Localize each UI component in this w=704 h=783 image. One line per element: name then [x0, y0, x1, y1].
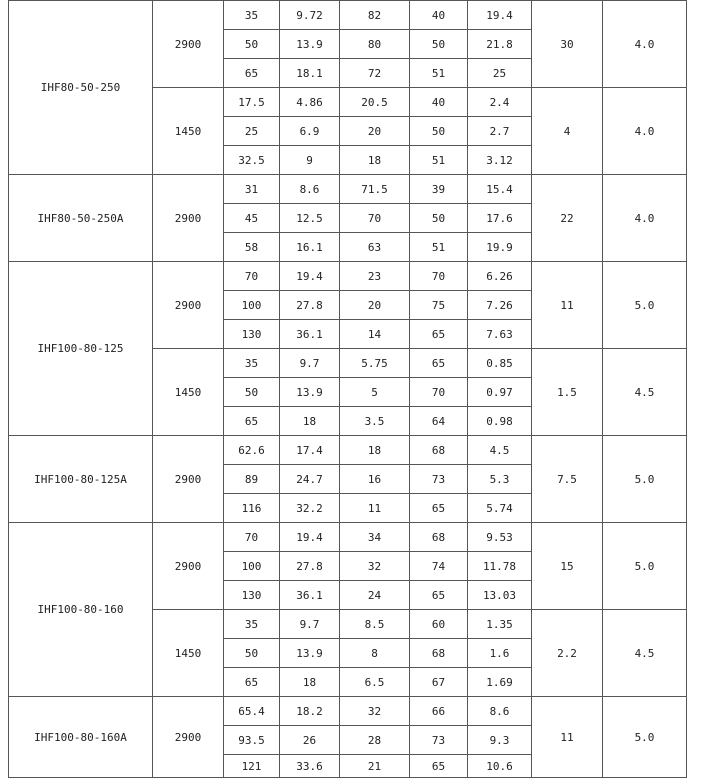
table-row [9, 697, 687, 726]
power-cell: 15.4 [468, 175, 532, 204]
head-cell: 18 [340, 146, 410, 175]
power-cell: 1.6 [468, 639, 532, 668]
flow-m3h-cell: 35 [224, 1, 280, 30]
efficiency-cell: 40 [410, 1, 468, 30]
efficiency-cell: 64 [410, 407, 468, 436]
flow-ls-cell: 9.7 [280, 349, 340, 378]
head-cell: 32 [340, 552, 410, 581]
efficiency-cell: 51 [410, 233, 468, 262]
efficiency-cell: 65 [410, 320, 468, 349]
efficiency-cell: 73 [410, 726, 468, 755]
table-row [9, 436, 687, 465]
weight-cell: 5.0 [603, 697, 687, 778]
power-cell: 21.8 [468, 30, 532, 59]
speed-cell: 1450 [153, 88, 224, 175]
head-cell: 18 [340, 436, 410, 465]
flow-m3h-cell: 65 [224, 668, 280, 697]
flow-ls-cell: 9 [280, 146, 340, 175]
flow-ls-cell: 16.1 [280, 233, 340, 262]
head-cell: 71.5 [340, 175, 410, 204]
flow-m3h-cell: 35 [224, 349, 280, 378]
efficiency-cell: 65 [410, 581, 468, 610]
flow-ls-cell: 32.2 [280, 494, 340, 523]
flow-m3h-cell: 70 [224, 262, 280, 291]
efficiency-cell: 73 [410, 465, 468, 494]
head-cell: 8 [340, 639, 410, 668]
speed-cell: 2900 [153, 175, 224, 262]
head-cell: 5 [340, 378, 410, 407]
weight-cell: 4.0 [603, 1, 687, 88]
efficiency-cell: 50 [410, 117, 468, 146]
efficiency-cell: 68 [410, 523, 468, 552]
flow-ls-cell: 27.8 [280, 291, 340, 320]
npsh-cell: 2.2 [532, 610, 603, 697]
efficiency-cell: 60 [410, 610, 468, 639]
npsh-cell: 11 [532, 697, 603, 778]
weight-cell: 4.0 [603, 175, 687, 262]
flow-ls-cell: 18 [280, 668, 340, 697]
efficiency-cell: 50 [410, 30, 468, 59]
power-cell: 1.35 [468, 610, 532, 639]
power-cell: 0.97 [468, 378, 532, 407]
efficiency-cell: 68 [410, 436, 468, 465]
flow-ls-cell: 6.9 [280, 117, 340, 146]
npsh-cell: 4 [532, 88, 603, 175]
power-cell: 4.5 [468, 436, 532, 465]
efficiency-cell: 66 [410, 697, 468, 726]
flow-m3h-cell: 35 [224, 610, 280, 639]
flow-m3h-cell: 62.6 [224, 436, 280, 465]
head-cell: 11 [340, 494, 410, 523]
speed-cell: 2900 [153, 697, 224, 778]
efficiency-cell: 51 [410, 146, 468, 175]
flow-m3h-cell: 121 [224, 755, 280, 778]
flow-ls-cell: 18.2 [280, 697, 340, 726]
speed-cell: 2900 [153, 436, 224, 523]
flow-ls-cell: 18.1 [280, 59, 340, 88]
flow-ls-cell: 36.1 [280, 320, 340, 349]
power-cell: 13.03 [468, 581, 532, 610]
weight-cell: 4.5 [603, 349, 687, 436]
flow-ls-cell: 13.9 [280, 30, 340, 59]
head-cell: 70 [340, 204, 410, 233]
efficiency-cell: 51 [410, 59, 468, 88]
flow-m3h-cell: 25 [224, 117, 280, 146]
efficiency-cell: 68 [410, 639, 468, 668]
flow-m3h-cell: 58 [224, 233, 280, 262]
flow-ls-cell: 9.7 [280, 610, 340, 639]
flow-m3h-cell: 93.5 [224, 726, 280, 755]
flow-m3h-cell: 65.4 [224, 697, 280, 726]
table-row [9, 523, 687, 552]
power-cell: 17.6 [468, 204, 532, 233]
head-cell: 14 [340, 320, 410, 349]
npsh-cell: 15 [532, 523, 603, 610]
power-cell: 9.53 [468, 523, 532, 552]
flow-m3h-cell: 65 [224, 407, 280, 436]
model-cell: IHF100-80-160 [9, 523, 153, 697]
power-cell: 8.6 [468, 697, 532, 726]
efficiency-cell: 70 [410, 262, 468, 291]
power-cell: 19.4 [468, 1, 532, 30]
flow-m3h-cell: 130 [224, 320, 280, 349]
model-cell: IHF80-50-250A [9, 175, 153, 262]
table-row [9, 262, 687, 291]
power-cell: 0.85 [468, 349, 532, 378]
head-cell: 32 [340, 697, 410, 726]
weight-cell: 5.0 [603, 436, 687, 523]
flow-ls-cell: 36.1 [280, 581, 340, 610]
weight-cell: 5.0 [603, 523, 687, 610]
power-cell: 0.98 [468, 407, 532, 436]
efficiency-cell: 75 [410, 291, 468, 320]
efficiency-cell: 65 [410, 349, 468, 378]
efficiency-cell: 65 [410, 755, 468, 778]
flow-m3h-cell: 70 [224, 523, 280, 552]
head-cell: 5.75 [340, 349, 410, 378]
efficiency-cell: 70 [410, 378, 468, 407]
head-cell: 24 [340, 581, 410, 610]
power-cell: 1.69 [468, 668, 532, 697]
efficiency-cell: 39 [410, 175, 468, 204]
model-cell: IHF80-50-250 [9, 1, 153, 175]
head-cell: 8.5 [340, 610, 410, 639]
weight-cell: 4.0 [603, 88, 687, 175]
npsh-cell: 11 [532, 262, 603, 349]
power-cell: 2.4 [468, 88, 532, 117]
flow-ls-cell: 24.7 [280, 465, 340, 494]
head-cell: 72 [340, 59, 410, 88]
flow-ls-cell: 26 [280, 726, 340, 755]
flow-m3h-cell: 130 [224, 581, 280, 610]
power-cell: 7.63 [468, 320, 532, 349]
head-cell: 21 [340, 755, 410, 778]
efficiency-cell: 65 [410, 494, 468, 523]
flow-ls-cell: 17.4 [280, 436, 340, 465]
head-cell: 23 [340, 262, 410, 291]
flow-ls-cell: 33.6 [280, 755, 340, 778]
flow-m3h-cell: 31 [224, 175, 280, 204]
flow-ls-cell: 27.8 [280, 552, 340, 581]
flow-m3h-cell: 100 [224, 552, 280, 581]
flow-ls-cell: 18 [280, 407, 340, 436]
flow-m3h-cell: 17.5 [224, 88, 280, 117]
head-cell: 28 [340, 726, 410, 755]
power-cell: 5.3 [468, 465, 532, 494]
model-cell: IHF100-80-125 [9, 262, 153, 436]
flow-ls-cell: 13.9 [280, 639, 340, 668]
speed-cell: 2900 [153, 262, 224, 349]
head-cell: 16 [340, 465, 410, 494]
flow-m3h-cell: 116 [224, 494, 280, 523]
npsh-cell: 1.5 [532, 349, 603, 436]
power-cell: 7.26 [468, 291, 532, 320]
head-cell: 82 [340, 1, 410, 30]
flow-m3h-cell: 65 [224, 59, 280, 88]
efficiency-cell: 50 [410, 204, 468, 233]
speed-cell: 1450 [153, 610, 224, 697]
head-cell: 20.5 [340, 88, 410, 117]
power-cell: 11.78 [468, 552, 532, 581]
head-cell: 20 [340, 117, 410, 146]
table-row [9, 175, 687, 204]
npsh-cell: 22 [532, 175, 603, 262]
flow-m3h-cell: 89 [224, 465, 280, 494]
flow-ls-cell: 19.4 [280, 523, 340, 552]
speed-cell: 1450 [153, 349, 224, 436]
head-cell: 3.5 [340, 407, 410, 436]
flow-m3h-cell: 50 [224, 30, 280, 59]
head-cell: 34 [340, 523, 410, 552]
table-row [9, 1, 687, 30]
power-cell: 2.7 [468, 117, 532, 146]
pump-spec-table [8, 0, 687, 778]
weight-cell: 5.0 [603, 262, 687, 349]
flow-ls-cell: 19.4 [280, 262, 340, 291]
speed-cell: 2900 [153, 523, 224, 610]
flow-m3h-cell: 32.5 [224, 146, 280, 175]
efficiency-cell: 74 [410, 552, 468, 581]
flow-ls-cell: 9.72 [280, 1, 340, 30]
power-cell: 10.6 [468, 755, 532, 778]
power-cell: 19.9 [468, 233, 532, 262]
weight-cell: 4.5 [603, 610, 687, 697]
model-cell: IHF100-80-125A [9, 436, 153, 523]
power-cell: 5.74 [468, 494, 532, 523]
flow-ls-cell: 4.86 [280, 88, 340, 117]
flow-ls-cell: 12.5 [280, 204, 340, 233]
head-cell: 6.5 [340, 668, 410, 697]
head-cell: 63 [340, 233, 410, 262]
flow-ls-cell: 13.9 [280, 378, 340, 407]
head-cell: 80 [340, 30, 410, 59]
power-cell: 9.3 [468, 726, 532, 755]
head-cell: 20 [340, 291, 410, 320]
efficiency-cell: 67 [410, 668, 468, 697]
power-cell: 3.12 [468, 146, 532, 175]
flow-ls-cell: 8.6 [280, 175, 340, 204]
speed-cell: 2900 [153, 1, 224, 88]
power-cell: 25 [468, 59, 532, 88]
power-cell: 6.26 [468, 262, 532, 291]
efficiency-cell: 40 [410, 88, 468, 117]
npsh-cell: 7.5 [532, 436, 603, 523]
flow-m3h-cell: 50 [224, 378, 280, 407]
flow-m3h-cell: 100 [224, 291, 280, 320]
model-cell: IHF100-80-160A [9, 697, 153, 778]
flow-m3h-cell: 50 [224, 639, 280, 668]
flow-m3h-cell: 45 [224, 204, 280, 233]
npsh-cell: 30 [532, 1, 603, 88]
